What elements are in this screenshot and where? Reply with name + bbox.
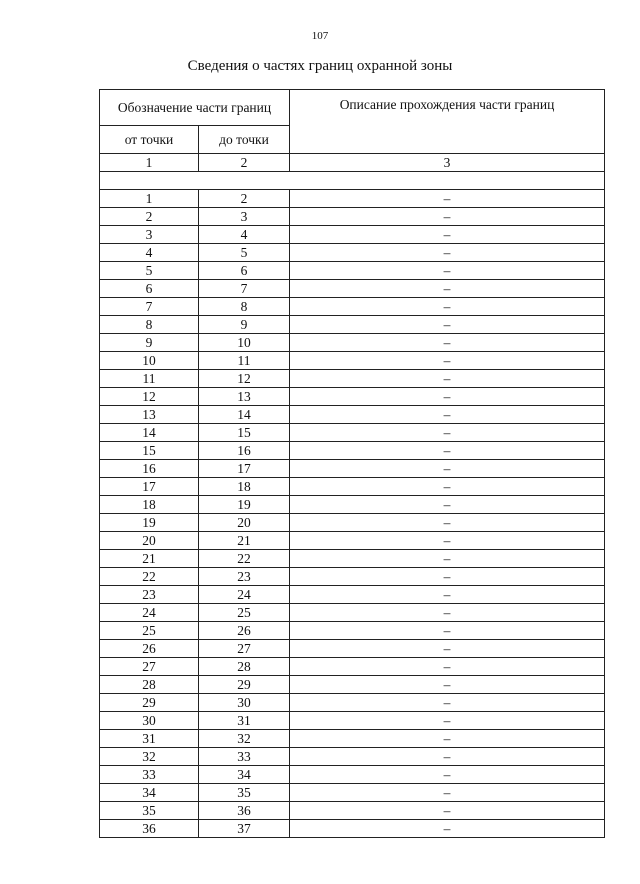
description-cell: – [290, 820, 605, 838]
column-number: 2 [199, 154, 290, 172]
from-point-header: от точки [100, 126, 199, 154]
to-point-cell: 2 [199, 190, 290, 208]
from-point-cell: 2 [100, 208, 199, 226]
description-cell: – [290, 478, 605, 496]
from-point-cell: 12 [100, 388, 199, 406]
description-cell: – [290, 496, 605, 514]
table-row [100, 190, 605, 208]
description-cell: – [290, 388, 605, 406]
table-row [100, 352, 605, 370]
description-cell: – [290, 262, 605, 280]
description-cell: – [290, 514, 605, 532]
table-row [100, 712, 605, 730]
to-point-cell: 5 [199, 244, 290, 262]
from-point-cell: 33 [100, 766, 199, 784]
to-point-cell: 12 [199, 370, 290, 388]
from-point-cell: 25 [100, 622, 199, 640]
column-number: 3 [290, 154, 605, 172]
description-cell: – [290, 406, 605, 424]
table-row [100, 388, 605, 406]
from-point-cell: 20 [100, 532, 199, 550]
table-row [100, 622, 605, 640]
description-cell: – [290, 190, 605, 208]
to-point-cell: 10 [199, 334, 290, 352]
description-cell: – [290, 244, 605, 262]
table-row [100, 658, 605, 676]
description-cell: – [290, 784, 605, 802]
to-point-cell: 13 [199, 388, 290, 406]
from-point-cell: 24 [100, 604, 199, 622]
from-point-cell: 23 [100, 586, 199, 604]
to-point-cell: 6 [199, 262, 290, 280]
from-point-cell: 35 [100, 802, 199, 820]
to-point-cell: 35 [199, 784, 290, 802]
description-cell: – [290, 730, 605, 748]
from-point-cell: 8 [100, 316, 199, 334]
description-cell: – [290, 658, 605, 676]
description-cell: – [290, 442, 605, 460]
from-point-cell: 19 [100, 514, 199, 532]
from-point-cell: 7 [100, 298, 199, 316]
boundary-description-header: Описание прохождения части границ [290, 90, 605, 154]
to-point-cell: 26 [199, 622, 290, 640]
to-point-cell: 15 [199, 424, 290, 442]
table-row [100, 676, 605, 694]
table-row [100, 550, 605, 568]
document-title: Сведения о частях границ охранной зоны [187, 58, 453, 74]
table-row [100, 208, 605, 226]
from-point-cell: 14 [100, 424, 199, 442]
to-point-cell: 27 [199, 640, 290, 658]
table-row [100, 262, 605, 280]
table-row [100, 640, 605, 658]
from-point-cell: 16 [100, 460, 199, 478]
table-row [100, 496, 605, 514]
empty-section-cell [100, 172, 605, 190]
table-row [100, 370, 605, 388]
page-number: 107 [311, 30, 329, 42]
table-row [100, 442, 605, 460]
to-point-cell: 11 [199, 352, 290, 370]
table-row [100, 820, 605, 838]
from-point-cell: 15 [100, 442, 199, 460]
description-cell: – [290, 298, 605, 316]
table-row [100, 568, 605, 586]
to-point-cell: 37 [199, 820, 290, 838]
description-cell: – [290, 622, 605, 640]
description-cell: – [290, 226, 605, 244]
to-point-cell: 20 [199, 514, 290, 532]
table-row [100, 244, 605, 262]
description-cell: – [290, 802, 605, 820]
description-cell: – [290, 604, 605, 622]
to-point-cell: 7 [199, 280, 290, 298]
description-cell: – [290, 280, 605, 298]
table-row [100, 334, 605, 352]
from-point-cell: 26 [100, 640, 199, 658]
from-point-cell: 21 [100, 550, 199, 568]
to-point-cell: 34 [199, 766, 290, 784]
to-point-cell: 29 [199, 676, 290, 694]
table-row [100, 478, 605, 496]
table-row [100, 532, 605, 550]
table-row [100, 316, 605, 334]
boundary-part-designation-header: Обозначение части границ [100, 90, 290, 126]
table-row [100, 694, 605, 712]
description-cell: – [290, 460, 605, 478]
table-row [100, 298, 605, 316]
from-point-cell: 18 [100, 496, 199, 514]
to-point-cell: 28 [199, 658, 290, 676]
description-cell: – [290, 676, 605, 694]
from-point-cell: 22 [100, 568, 199, 586]
from-point-cell: 28 [100, 676, 199, 694]
table-row [100, 424, 605, 442]
description-cell: – [290, 370, 605, 388]
table-row [100, 460, 605, 478]
table-row [100, 280, 605, 298]
to-point-cell: 4 [199, 226, 290, 244]
boundary-parts-table [99, 89, 605, 838]
from-point-cell: 34 [100, 784, 199, 802]
description-cell: – [290, 568, 605, 586]
to-point-cell: 19 [199, 496, 290, 514]
description-cell: – [290, 586, 605, 604]
table-row [100, 766, 605, 784]
from-point-cell: 30 [100, 712, 199, 730]
to-point-cell: 9 [199, 316, 290, 334]
from-point-cell: 17 [100, 478, 199, 496]
description-cell: – [290, 316, 605, 334]
from-point-cell: 27 [100, 658, 199, 676]
description-cell: – [290, 424, 605, 442]
to-point-header: до точки [199, 126, 290, 154]
to-point-cell: 16 [199, 442, 290, 460]
description-cell: – [290, 550, 605, 568]
description-cell: – [290, 532, 605, 550]
from-point-cell: 3 [100, 226, 199, 244]
table-row [100, 586, 605, 604]
table-row [100, 406, 605, 424]
from-point-cell: 5 [100, 262, 199, 280]
from-point-cell: 4 [100, 244, 199, 262]
to-point-cell: 24 [199, 586, 290, 604]
description-cell: – [290, 208, 605, 226]
from-point-cell: 1 [100, 190, 199, 208]
table-row [100, 802, 605, 820]
table-row [100, 226, 605, 244]
to-point-cell: 31 [199, 712, 290, 730]
from-point-cell: 13 [100, 406, 199, 424]
column-number: 1 [100, 154, 199, 172]
table-row [100, 514, 605, 532]
table-row [100, 730, 605, 748]
to-point-cell: 25 [199, 604, 290, 622]
description-cell: – [290, 766, 605, 784]
description-cell: – [290, 748, 605, 766]
from-point-cell: 10 [100, 352, 199, 370]
to-point-cell: 17 [199, 460, 290, 478]
description-cell: – [290, 334, 605, 352]
spacer-row [100, 172, 605, 190]
from-point-cell: 31 [100, 730, 199, 748]
column-numbers-row [100, 154, 605, 172]
table-row [100, 604, 605, 622]
to-point-cell: 18 [199, 478, 290, 496]
description-cell: – [290, 694, 605, 712]
from-point-cell: 6 [100, 280, 199, 298]
to-point-cell: 22 [199, 550, 290, 568]
to-point-cell: 21 [199, 532, 290, 550]
to-point-cell: 36 [199, 802, 290, 820]
to-point-cell: 33 [199, 748, 290, 766]
from-point-cell: 9 [100, 334, 199, 352]
from-point-cell: 36 [100, 820, 199, 838]
to-point-cell: 3 [199, 208, 290, 226]
to-point-cell: 30 [199, 694, 290, 712]
to-point-cell: 8 [199, 298, 290, 316]
table-row [100, 784, 605, 802]
from-point-cell: 11 [100, 370, 199, 388]
description-cell: – [290, 352, 605, 370]
header-row [100, 90, 605, 126]
to-point-cell: 23 [199, 568, 290, 586]
description-cell: – [290, 640, 605, 658]
to-point-cell: 32 [199, 730, 290, 748]
from-point-cell: 32 [100, 748, 199, 766]
to-point-cell: 14 [199, 406, 290, 424]
description-cell: – [290, 712, 605, 730]
table-row [100, 748, 605, 766]
from-point-cell: 29 [100, 694, 199, 712]
